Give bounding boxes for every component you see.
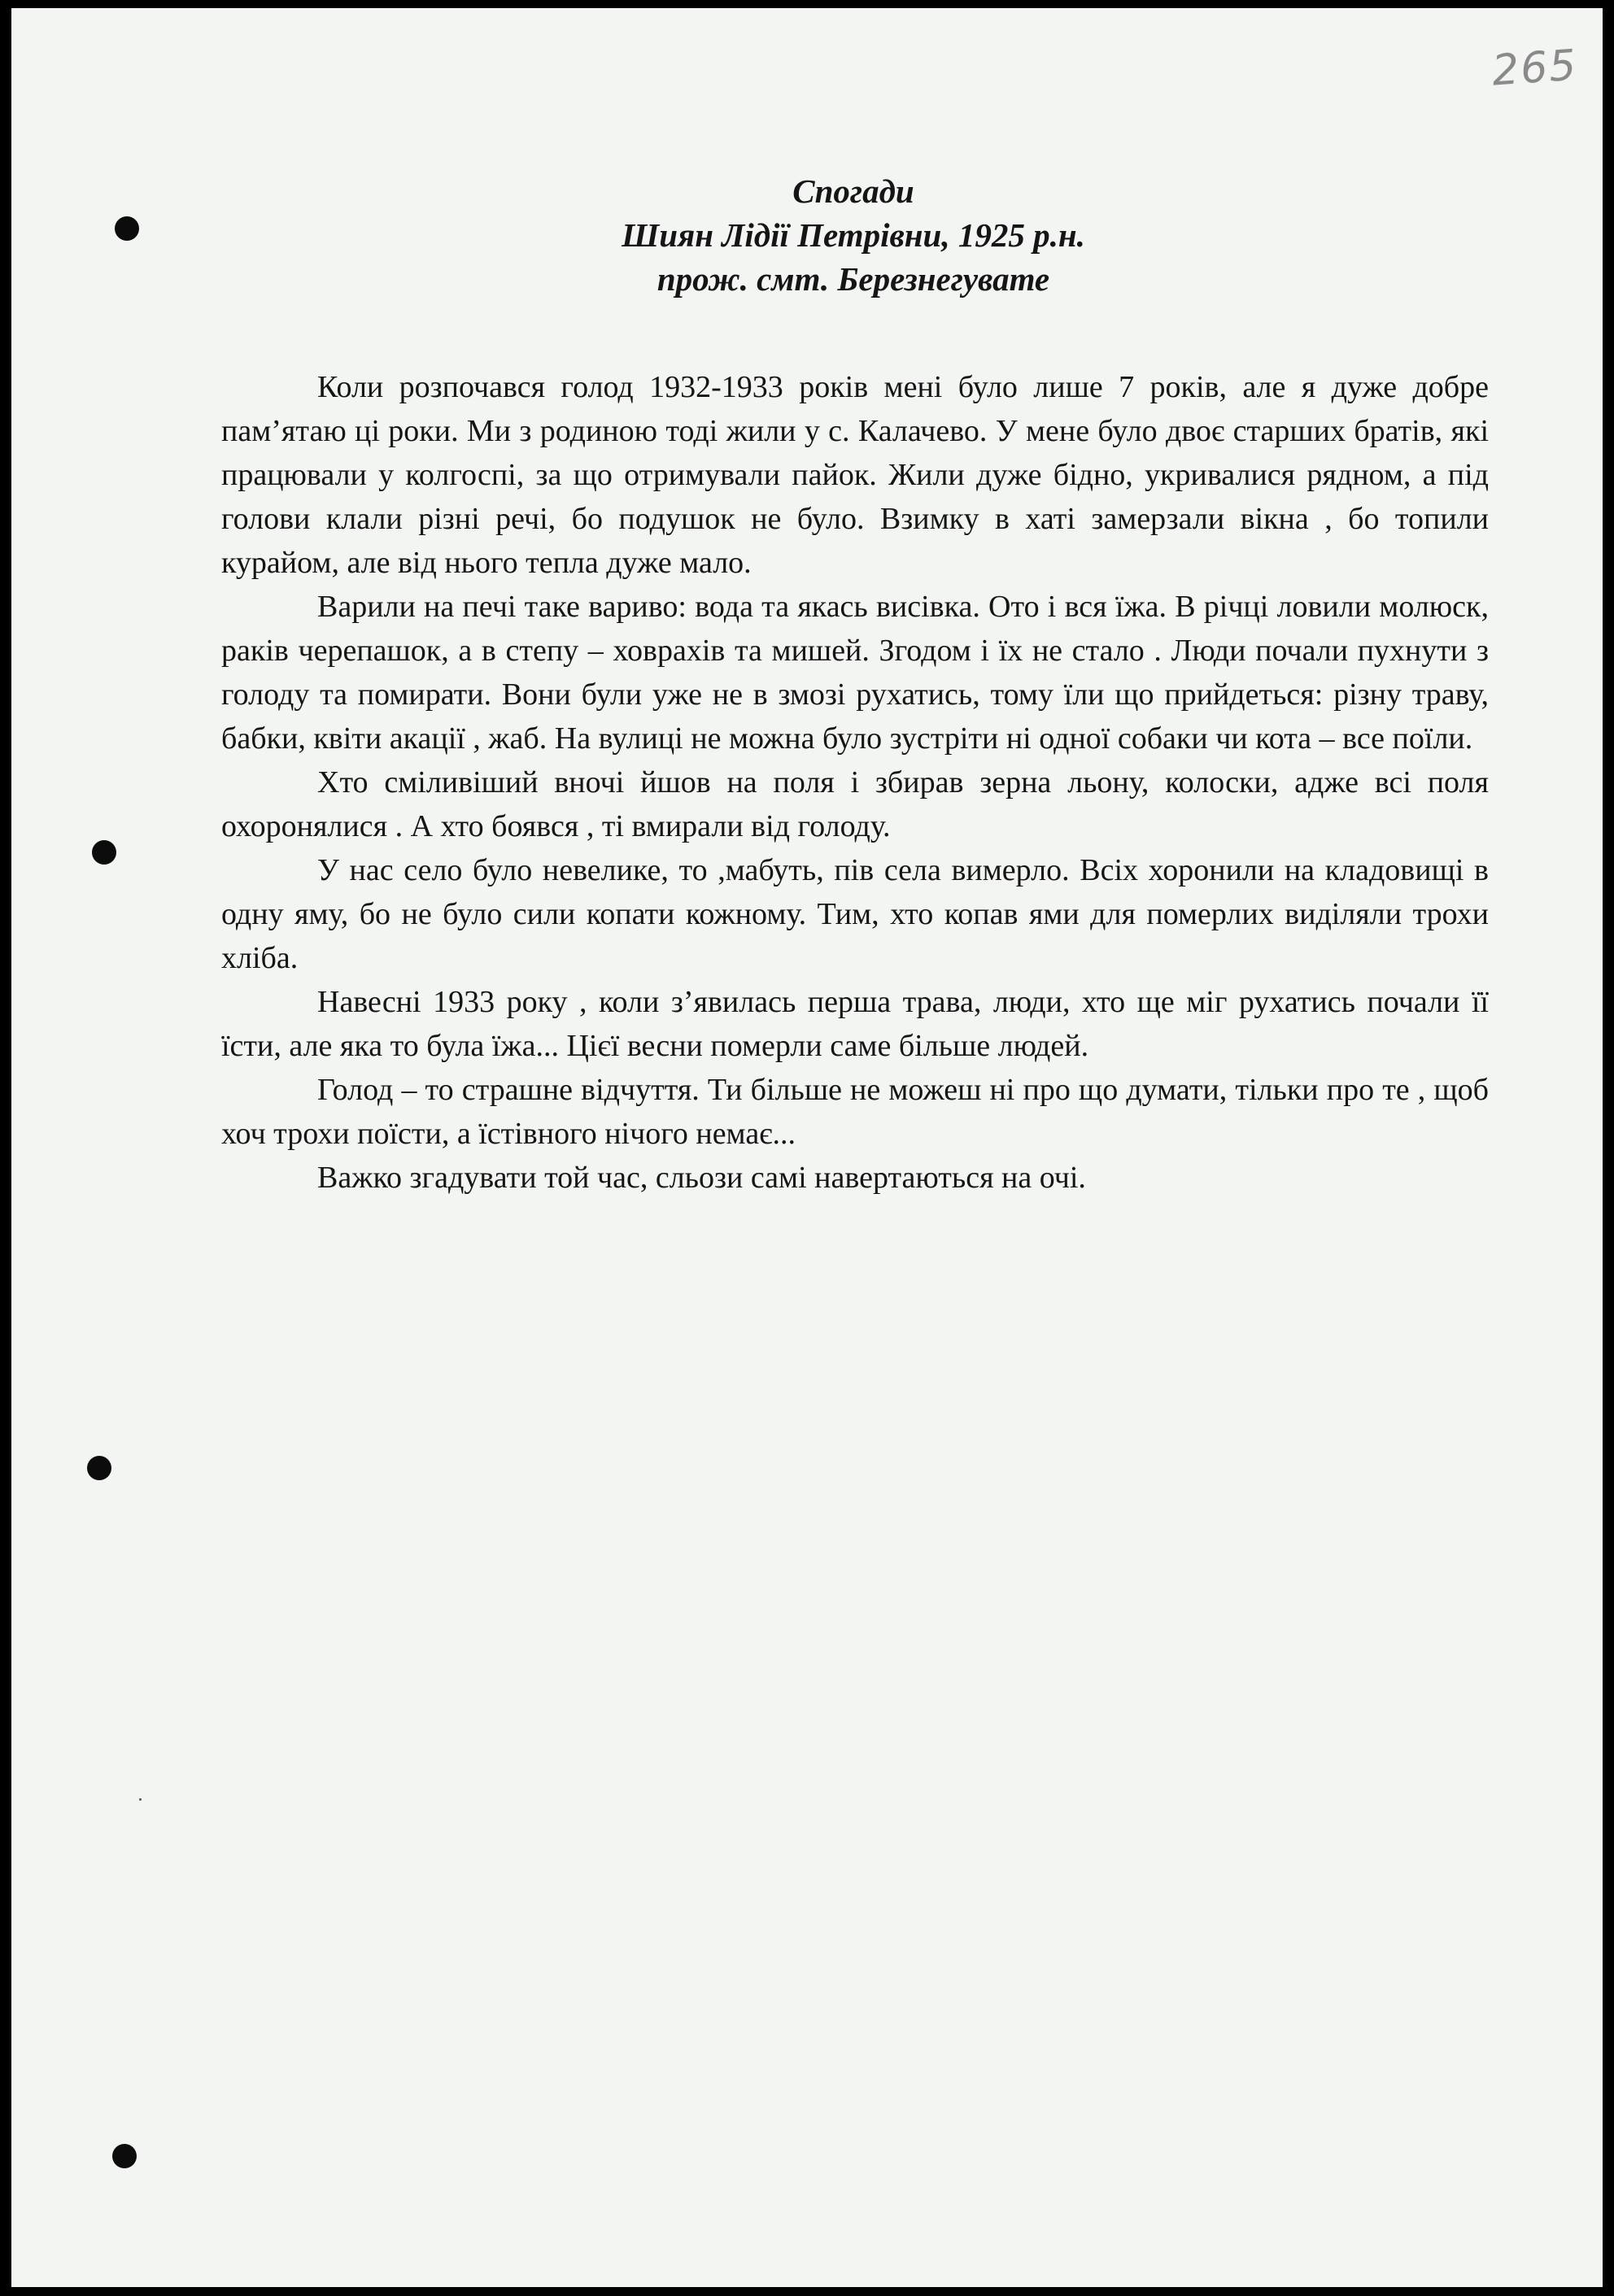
paragraph-7: Важко згадувати той час, сльози самі навертаються на очі. (317, 1161, 1086, 1195)
document-heading (11, 169, 1603, 301)
memoir-text (221, 365, 1489, 1200)
document-page (11, 8, 1603, 2287)
handwritten-page-number: 265 (1490, 41, 1580, 96)
paragraph-1: Коли розпочався голод 1932-1933 років мені було лише 7 років, але я дуже добре пам’ятаю ці роки. Ми з родиною тоді жили у с. Калачево. У мене було двоє старших братів, які працювали у колгоспі, за що отримували пайок. Жили дуже бідно, укривалися рядном, а під голови клали різні речі, бо подушок не було. Взимку в хаті замерзали вікна , бо топили курайом, але від нього тепла дуже мало. (221, 370, 1489, 580)
heading-author: Шиян Лідії Петрівни, 1925 р.н. (622, 216, 1085, 254)
paper-speck (139, 1798, 142, 1801)
paragraph-3: Хто сміливіший вночі йшов на поля і збирав зерна льону, колоски, адже всі поля охоронялися . А хто боявся , ті вмирали від голоду. (221, 765, 1489, 843)
punch-hole-4 (112, 2144, 137, 2168)
punch-hole-2 (92, 840, 116, 865)
heading-title: Спогади (792, 172, 914, 210)
paragraph-6: Голод – то страшне відчуття. Ти більше не можеш ні про що думати, тільки про те , щоб хоч трохи поїсти, а їстівного нічого немає... (221, 1073, 1489, 1151)
paragraph-2: Варили на печі таке вариво: вода та якась висівка. Ото і вся їжа. В річці ловили молюск, раків черепашок, а в степу – ховрахів та мишей. Згодом і їх не стало . Люди почали пухнути з голоду та помирати. Вони були уже не в змозі рухатись, тому їли що прийдеться: різну траву, бабки, квіти акації , жаб. На вулиці не можна було зустріти ні одної собаки чи кота – все поїли. (221, 590, 1489, 756)
heading-residence: прож. смт. Березнегувате (657, 260, 1050, 298)
paragraph-5: Навесні 1933 року , коли з’явилась перша трава, люди, хто ще міг рухатись почали її їсти, але яка то була їжа... Цієї весни померли саме більше людей. (221, 985, 1489, 1063)
punch-hole-3 (87, 1456, 111, 1480)
paragraph-4: У нас село було невелике, то ,мабуть, пів села вимерло. Всіх хоронили на кладовищі в одну яму, бо не було сили копати кожному. Тим, хто копав ями для померлих виділяли трохи хліба. (221, 853, 1489, 975)
